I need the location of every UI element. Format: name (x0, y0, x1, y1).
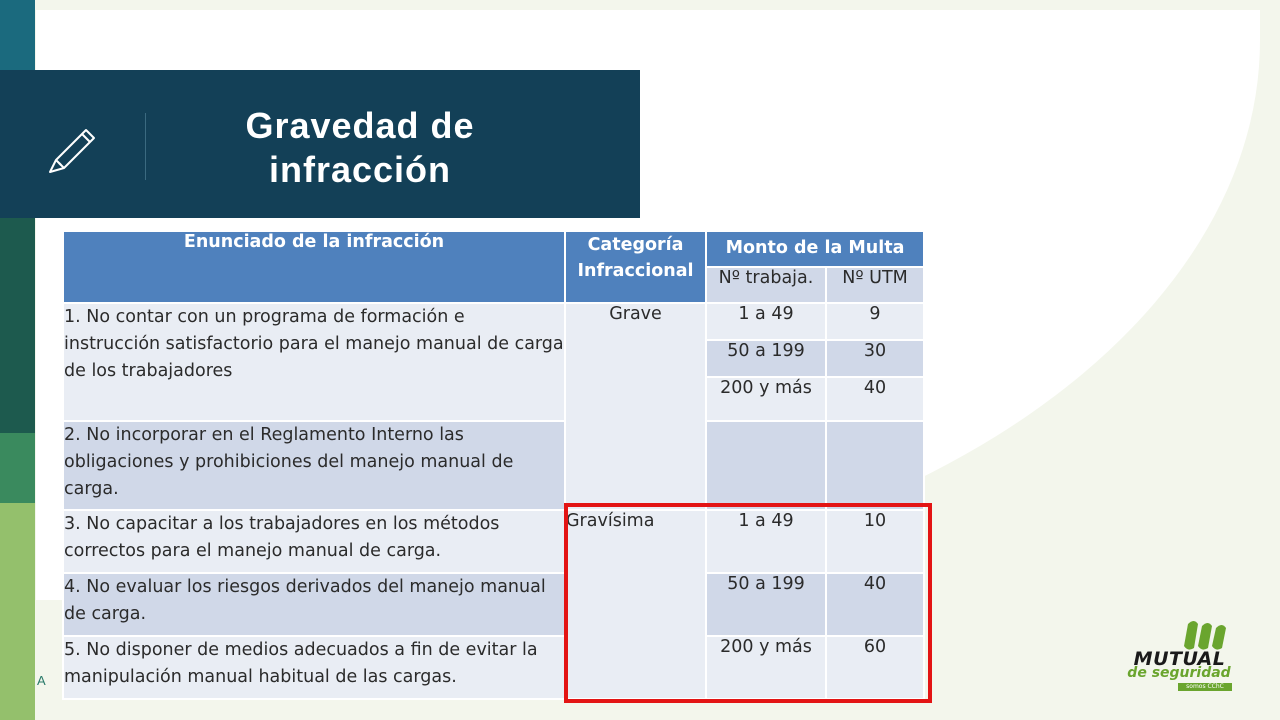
header-monto: Monto de la Multa (706, 231, 924, 267)
table-row-text: 5. No disponer de medios adecuados a fin de evitar la manipulación manual habitual de las cargas. (63, 636, 565, 699)
header-categoria: Categoría Infraccional (565, 231, 706, 303)
utm-cell: 9 (826, 303, 924, 340)
header-utm: Nº UTM (826, 267, 924, 303)
logo-tagline: somos CChC (1178, 683, 1232, 691)
footer-letter: A (37, 673, 46, 688)
workers-cell: 200 y más (706, 377, 826, 421)
workers-cell: 50 a 199 (706, 573, 826, 636)
workers-cell-empty (706, 421, 826, 510)
workers-cell: 200 y más (706, 636, 826, 699)
mutual-logo (1112, 618, 1247, 692)
logo-name: MUTUAL (1133, 648, 1226, 670)
table-row-text: 2. No incorporar en el Reglamento Interno las obligaciones y prohibiciones del manejo manual de carga. (63, 421, 565, 510)
table-row-text: 3. No capacitar a los trabajadores en los métodos correctos para el manejo manual de carga. (63, 510, 565, 573)
utm-cell: 10 (826, 510, 924, 573)
logo-mark-icon (1180, 618, 1240, 652)
slide-title: Gravedad de infracción (245, 105, 475, 190)
table-row-text: 1. No contar con un programa de formación e instrucción satisfactorio para el manejo manual de carga de los trabajadores (63, 303, 565, 421)
left-stripe-green-light (0, 503, 35, 720)
utm-cell: 40 (826, 377, 924, 421)
left-stripe-green-dark (0, 218, 35, 433)
utm-cell: 40 (826, 573, 924, 636)
workers-cell: 50 a 199 (706, 340, 826, 377)
banner-divider (145, 113, 146, 180)
left-stripe-green (0, 433, 35, 503)
workers-cell: 1 a 49 (706, 510, 826, 573)
utm-cell: 60 (826, 636, 924, 699)
workers-cell: 1 a 49 (706, 303, 826, 340)
utm-cell: 30 (826, 340, 924, 377)
logo-subtitle: de seguridad (1127, 665, 1231, 681)
left-stripe-teal (0, 0, 35, 70)
utm-cell-empty (826, 421, 924, 510)
category-cell: Gravísima (565, 510, 706, 699)
header-trabajadores: Nº trabaja. (706, 267, 826, 303)
pencil-icon (44, 118, 102, 176)
category-cell: Grave (565, 303, 706, 510)
header-enunciado: Enunciado de la infracción (63, 231, 565, 303)
table-row-text: 4. No evaluar los riesgos derivados del manejo manual de carga. (63, 573, 565, 636)
highlight-box (564, 503, 932, 703)
